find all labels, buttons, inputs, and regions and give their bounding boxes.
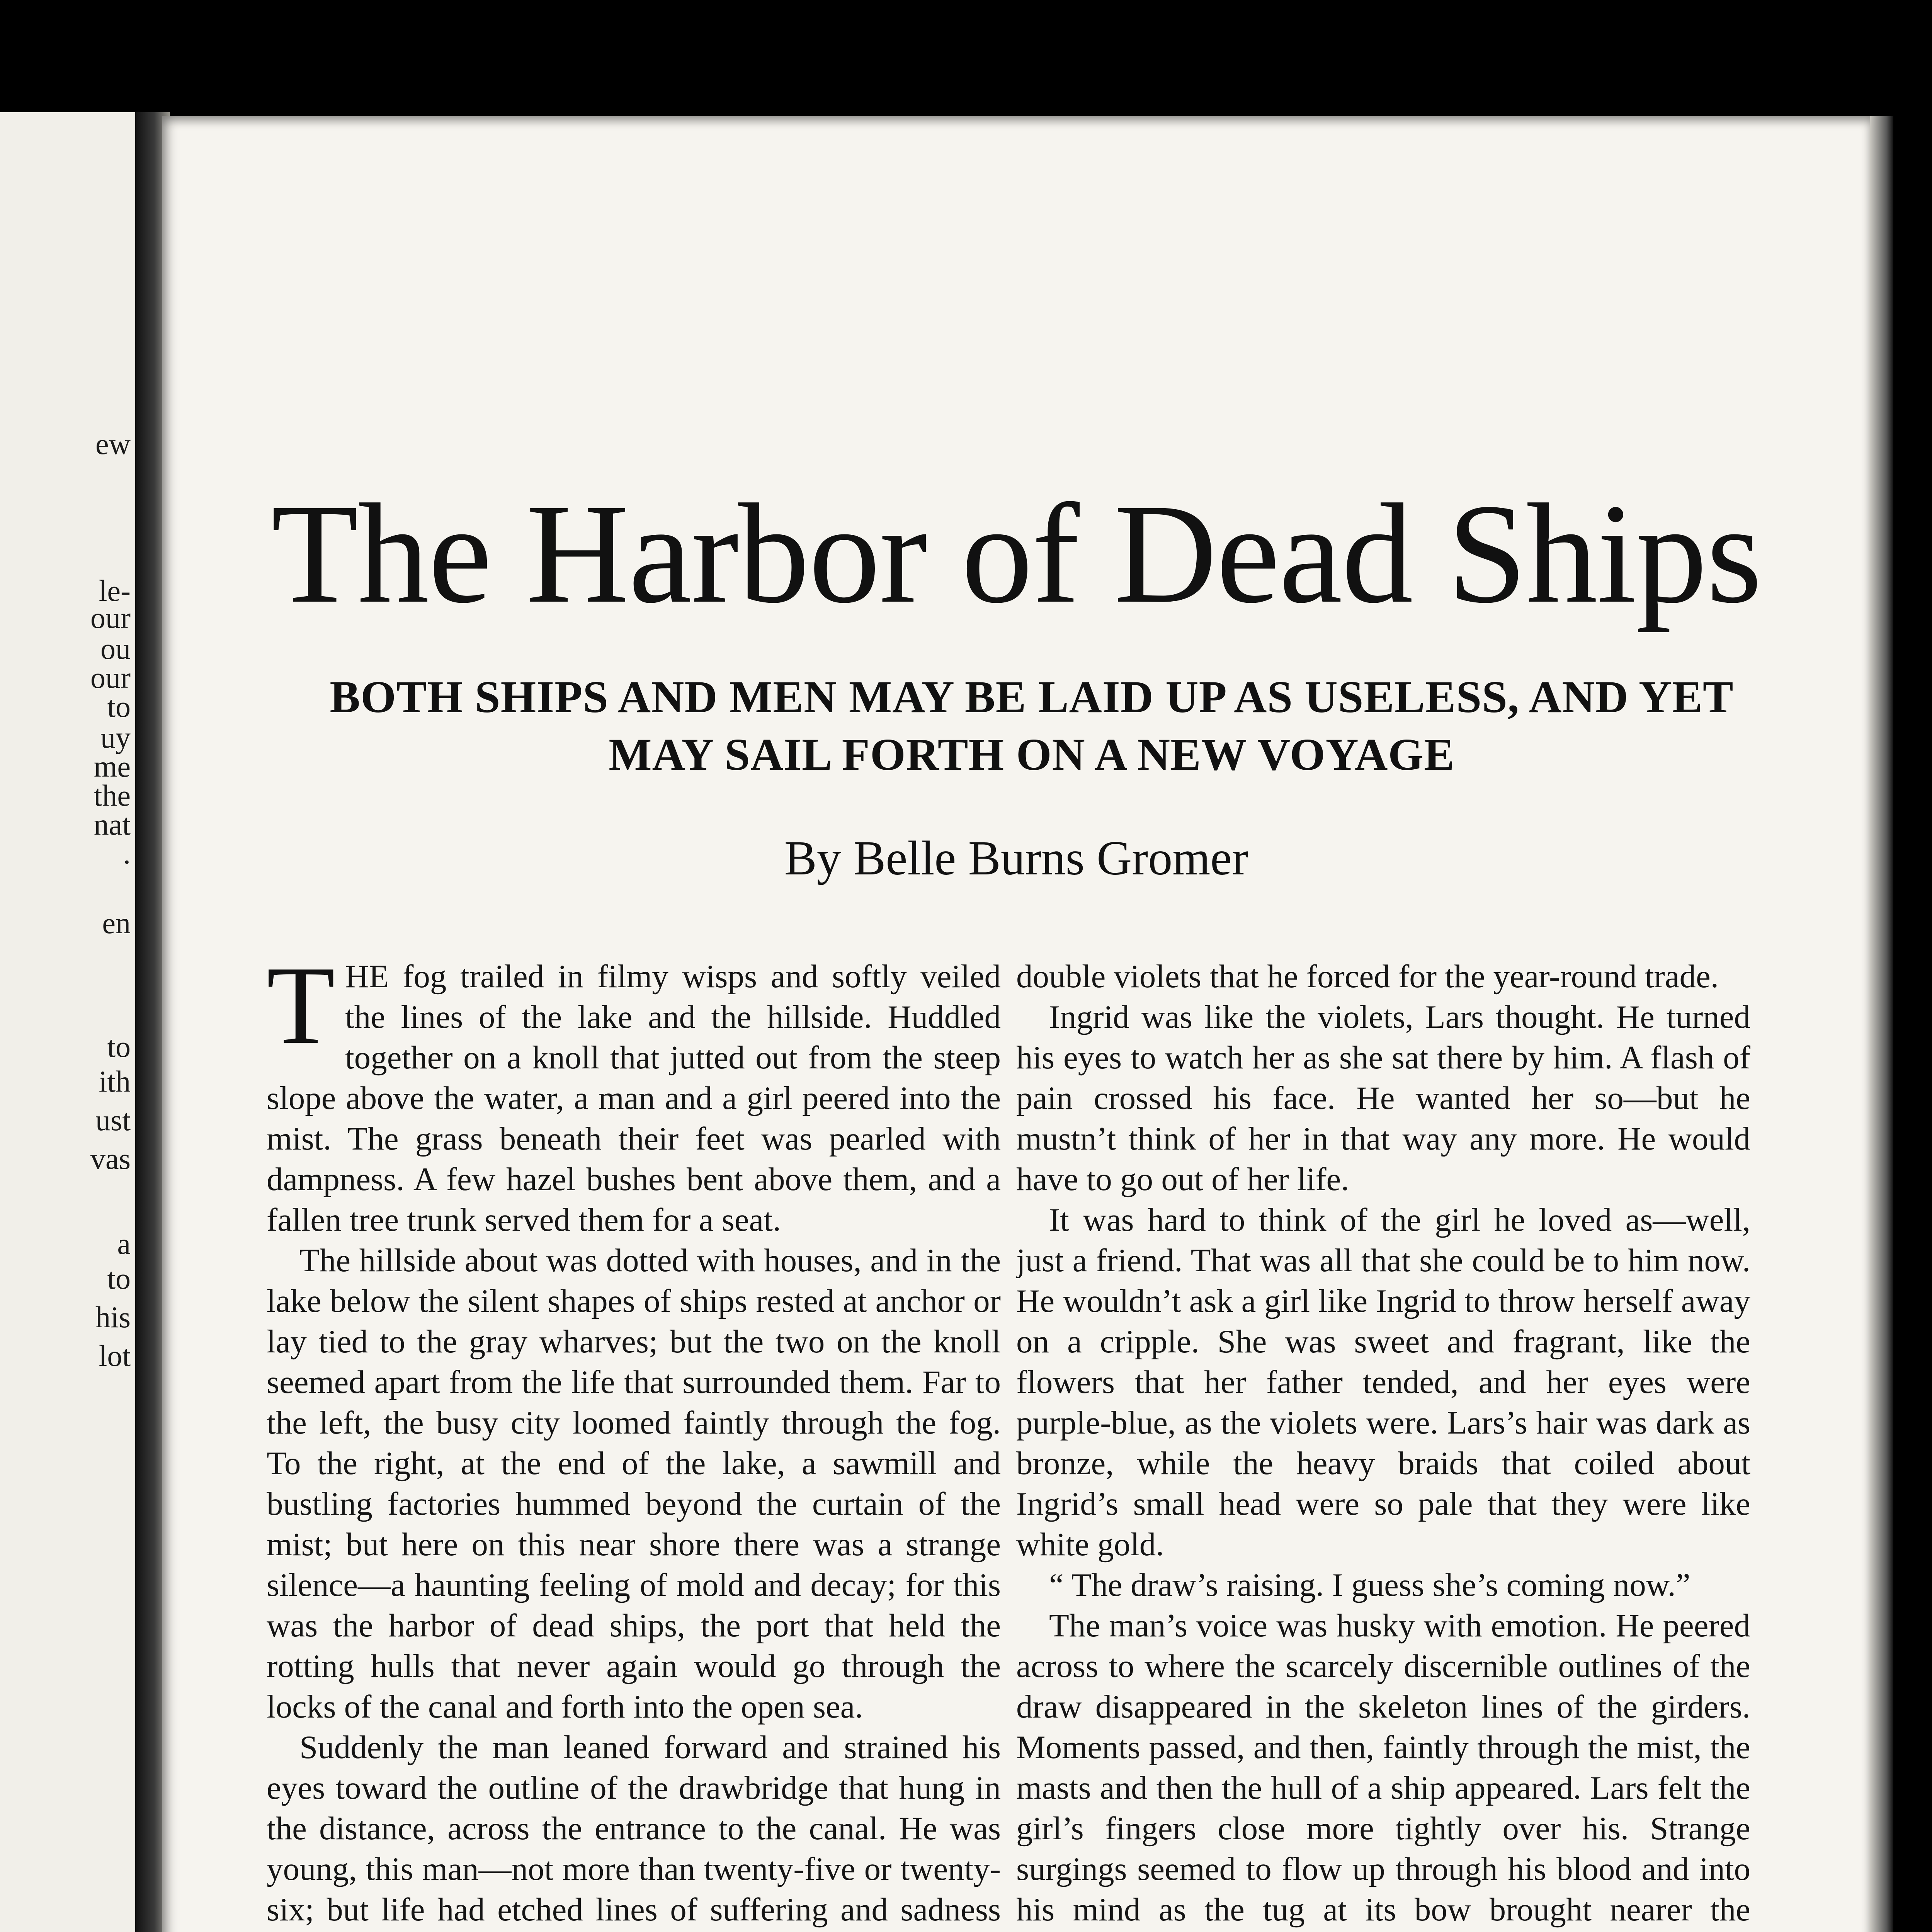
facing-page-text: his (95, 1300, 131, 1334)
facing-page-text: uy (100, 721, 131, 754)
facing-page-text: nat (94, 808, 131, 841)
facing-page-text: me (94, 750, 131, 783)
paragraph: HE fog trailed in filmy wisps and softly veiled the lines of the lake and the hillside. Huddled together on a knoll that jutted out from the steep slope above the water, a man and a girl peered into the mist. The grass beneath their feet was pearled with dampness. A few hazel bushes bent above them, and a fallen tree trunk served them for a seat. (267, 958, 1001, 1238)
facing-page-text: our (90, 661, 131, 694)
facing-page-text: en (102, 906, 131, 940)
facing-page-text: le- (99, 574, 131, 607)
paragraph: Ingrid was like the violets, Lars thought. He turned his eyes to watch her as she sat there by him. A flash of pain crossed his face. He wanted her so—but he mustn’t think of her in that way any more. He would have to go out of her life. (1016, 999, 1750, 1197)
article-title: The Harbor of Dead Ships (271, 474, 1762, 633)
paragraph: double violets that he forced for the year-round trade. (1016, 958, 1719, 995)
facing-page-text: ew (95, 427, 131, 461)
text-column-right (1016, 956, 1750, 1932)
page-edge-shadow (1870, 116, 1893, 1932)
facing-page-text: our (90, 601, 131, 634)
facing-page-text: to (107, 690, 131, 723)
facing-page-text: ou (100, 632, 131, 665)
facing-page-text: to (107, 1262, 131, 1295)
facing-page-text: ith (99, 1065, 131, 1098)
article-subtitle (259, 668, 1804, 783)
text-column-left (267, 956, 1001, 1932)
facing-page-text: lot (99, 1339, 131, 1372)
facing-page-text: to (107, 1030, 131, 1063)
facing-page-text: the (94, 779, 131, 812)
subtitle-line-2: MAY SAIL FORTH ON A NEW VOYAGE (609, 729, 1455, 780)
facing-page-text: a (117, 1227, 131, 1260)
paragraph: The man’s voice was husky with emotion. He peered across to where the scarcely discernible outlines of the draw disappeared in the skeleton lines of the girders. Moments passed, and then, faintly through the mist, the masts and then the hull of a ship appeared. Lars felt the girl’s fingers close more tightly over his. Strange surgings seemed to flow up through his blood and into his mind as the tug at its bow brought nearer the (1016, 1607, 1750, 1928)
subtitle-line-1: BOTH SHIPS AND MEN MAY BE LAID UP AS USELESS, AND YET (330, 672, 1734, 722)
paragraph: Suddenly the man leaned forward and strained his eyes toward the outline of the drawbridge that hung in the distance, across the entrance to the canal. He was young, this man—not more than twenty-five or twenty-six; but life had etched lines of suffering and sadness (267, 1729, 1001, 1928)
magazine-page (162, 116, 1870, 1932)
facing-page-text: ust (95, 1103, 131, 1137)
paragraph: The hillside about was dotted with houses, and in the lake below the silent shapes of ships rested at anchor or lay tied to the gray wharves; but the two on the knoll seemed apart from the life that surrounded them. Far to the left, the busy city loomed faintly through the fog. To the right, at the end of the lake, a sawmill and bustling factories hummed beyond the curtain of the mist; but here on this near shore there was a strange silence—a haunting feeling of mold and decay; for this was the harbor of dead ships, the port that held the rotting hulls that never again would go through the locks of the canal and forth into the open sea. (267, 1242, 1001, 1725)
drop-cap: T (267, 956, 335, 1067)
paragraph: It was hard to think of the girl he loved as—well, just a friend. That was all that she could be to him now. He wouldn’t ask a girl like Ingrid to throw herself away on a cripple. She was sweet and fragrant, like the flowers that her father tended, and her eyes were purple-blue, as the violets were. Lars’s hair was dark as bronze, while the heavy braids that coiled about Ingrid’s small head were so pale that they were like white gold. (1016, 1202, 1750, 1563)
facing-page-text: vas (90, 1142, 131, 1175)
scan-border-top (0, 0, 1932, 112)
facing-page-text: . (123, 837, 131, 870)
paragraph: “ The draw’s raising. I guess she’s coming now.” (1049, 1567, 1690, 1603)
facing-page-fragment (0, 112, 135, 1932)
author-byline: By Belle Burns Gromer (784, 832, 1248, 885)
